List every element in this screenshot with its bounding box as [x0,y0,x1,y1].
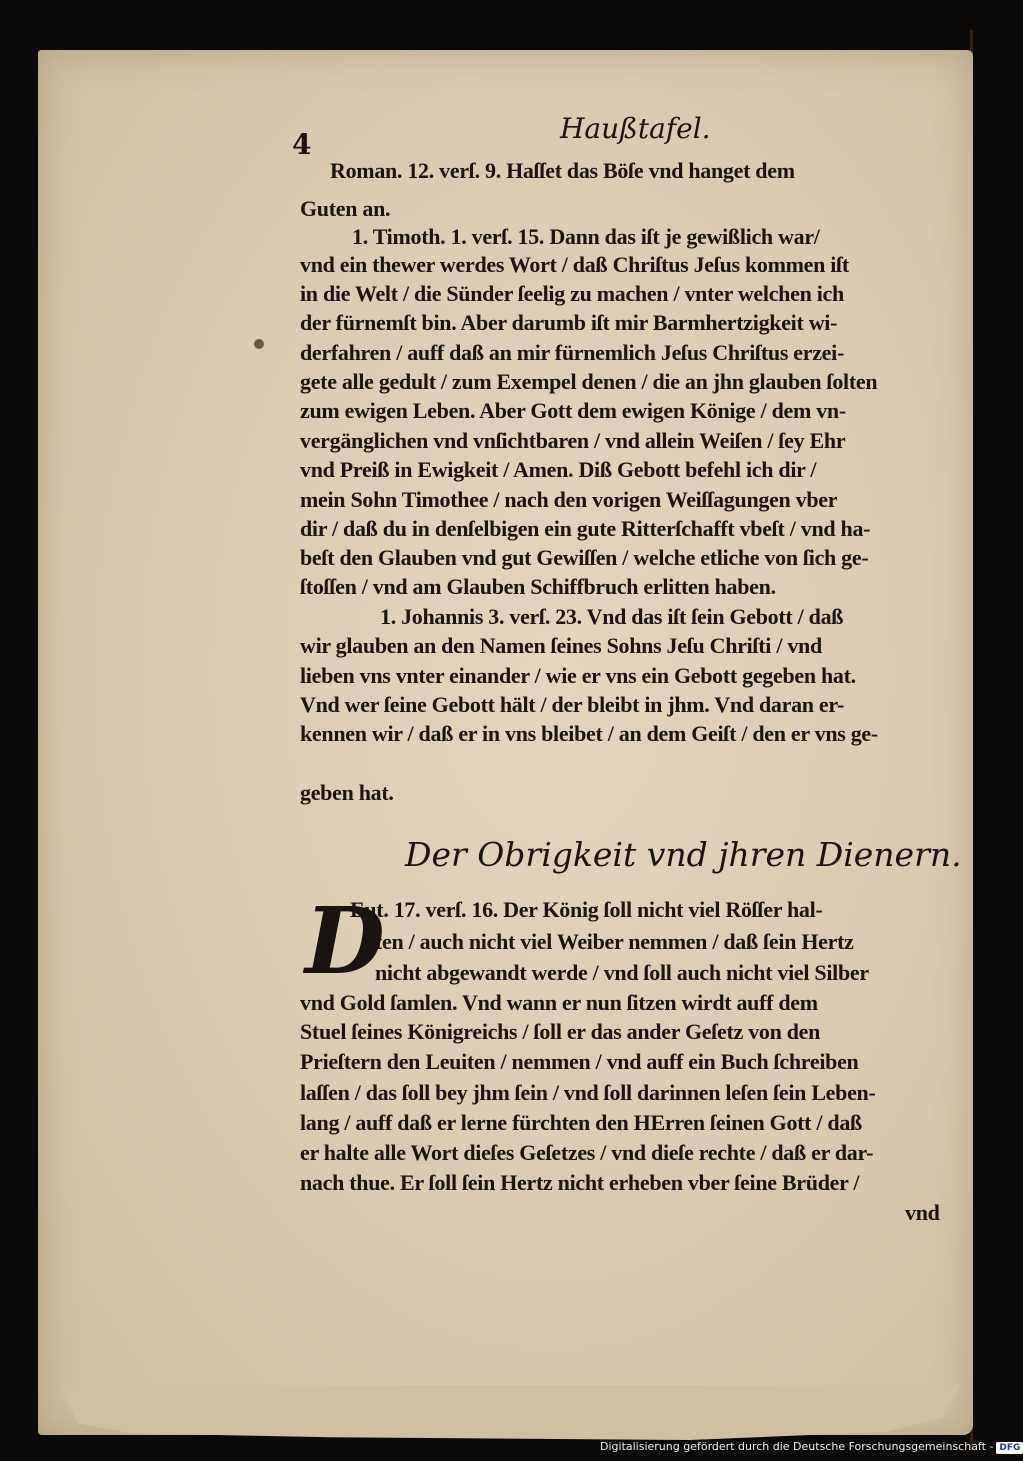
text-line: ten / auch nicht viel Weiber nemmen / daß ſein Hertz [375,929,854,954]
text-line: der fürnemſt bin. Aber darumb iſt mir Barmhertzigkeit wi- [300,310,838,335]
text-line: Vnd wer ſeine Gebott hält / der bleibt in jhm. Vnd daran er- [300,692,845,717]
text-line: Prieſtern den Leuiten / nemmen / vnd auff ein Buch ſchreiben [300,1049,859,1074]
text-line: ſtoſſen / vnd am Glauben Schiffbruch erlitten haben. [300,574,776,599]
text-line: vnd ein thewer werdes Wort / daß Chriſtus Jeſus kommen iſt [300,252,849,277]
text-line: beſt den Glauben vnd gut Gewiſſen / welche etliche von ſich ge- [300,545,869,570]
text-line: er halte alle Wort dieſes Geſetzes / vnd dieſe rechte / daß er dar- [300,1140,874,1165]
dfg-logo: DFG [996,1442,1023,1454]
text-line: nach thue. Er ſoll ſein Hertz nicht erheben vber ſeine Brüder / [300,1170,860,1195]
ink-spot [254,339,264,349]
section-heading: Der Obrigkeit vnd jhren Dienern. [405,835,962,874]
page-number: 4 [292,128,312,161]
drop-initial: D [305,887,385,995]
text-line: laſſen / das ſoll bey jhm ſein / vnd ſoll darinnen leſen ſein Leben- [300,1080,876,1105]
text-line: zum ewigen Leben. Aber Gott dem ewigen Könige / dem vn- [300,398,846,423]
text-line: nicht abgewandt werde / vnd ſoll auch nicht viel Silber [375,960,869,985]
text-line: Roman. 12. verſ. 9. Haſſet das Böſe vnd hanget dem [330,158,795,183]
text-line: dir / daß du in denſelbigen ein gute Ritterſchafft vbeſt / vnd ha- [300,516,871,541]
text-line: kennen wir / daß er in vns bleibet / an dem Geiſt / den er vns ge- [300,721,878,746]
text-line: 1. Timoth. 1. verſ. 15. Dann das iſt je gewißlich war/ [352,224,820,249]
paper-torn-edge [60,1385,960,1440]
footer-credit [600,1440,1023,1454]
text-line: 1. Johannis 3. verſ. 23. Vnd das iſt ſein Gebott / daß [380,604,844,629]
text-line: vnd Gold ſamlen. Vnd wann er nun ſitzen wirdt auff dem [300,990,818,1015]
text-line: mein Sohn Timothee / nach den vorigen Weiſſagungen vber [300,487,838,512]
catchword: vnd [905,1200,940,1225]
text-line: gete alle gedult / zum Exempel denen / die an jhn glauben ſolten [300,369,878,394]
text-line: lang / auff daß er lerne fürchten den HErren ſeinen Gott / daß [300,1110,862,1135]
footer-text: Digitalisierung gefördert durch die Deutsche Forschungsgemeinschaft - [600,1440,994,1453]
text-line: Stuel ſeines Königreichs / ſoll er das ander Geſetz von den [300,1019,821,1044]
text-line: vergänglichen vnd vnſichtbaren / vnd allein Weiſen / ſey Ehr [300,428,846,453]
text-line: Guten an. [300,196,391,221]
text-line: Eut. 17. verſ. 16. Der König ſoll nicht viel Röſſer hal- [350,897,823,922]
text-line: geben hat. [300,780,394,805]
text-line: vnd Preiß in Ewigkeit / Amen. Diß Gebott befehl ich dir / [300,457,817,482]
text-line: lieben vns vnter einander / wie er vns ein Gebott gegeben hat. [300,663,856,688]
text-line: derfahren / auff daß an mir fürnemlich Jeſus Chriſtus erzei- [300,340,844,365]
text-line: wir glauben an den Namen ſeines Sohns Jeſu Chriſti / vnd [300,633,822,658]
text-line: in die Welt / die Sünder ſeelig zu machen / vnter welchen ich [300,281,844,306]
running-head: Haußtafel. [560,112,711,145]
